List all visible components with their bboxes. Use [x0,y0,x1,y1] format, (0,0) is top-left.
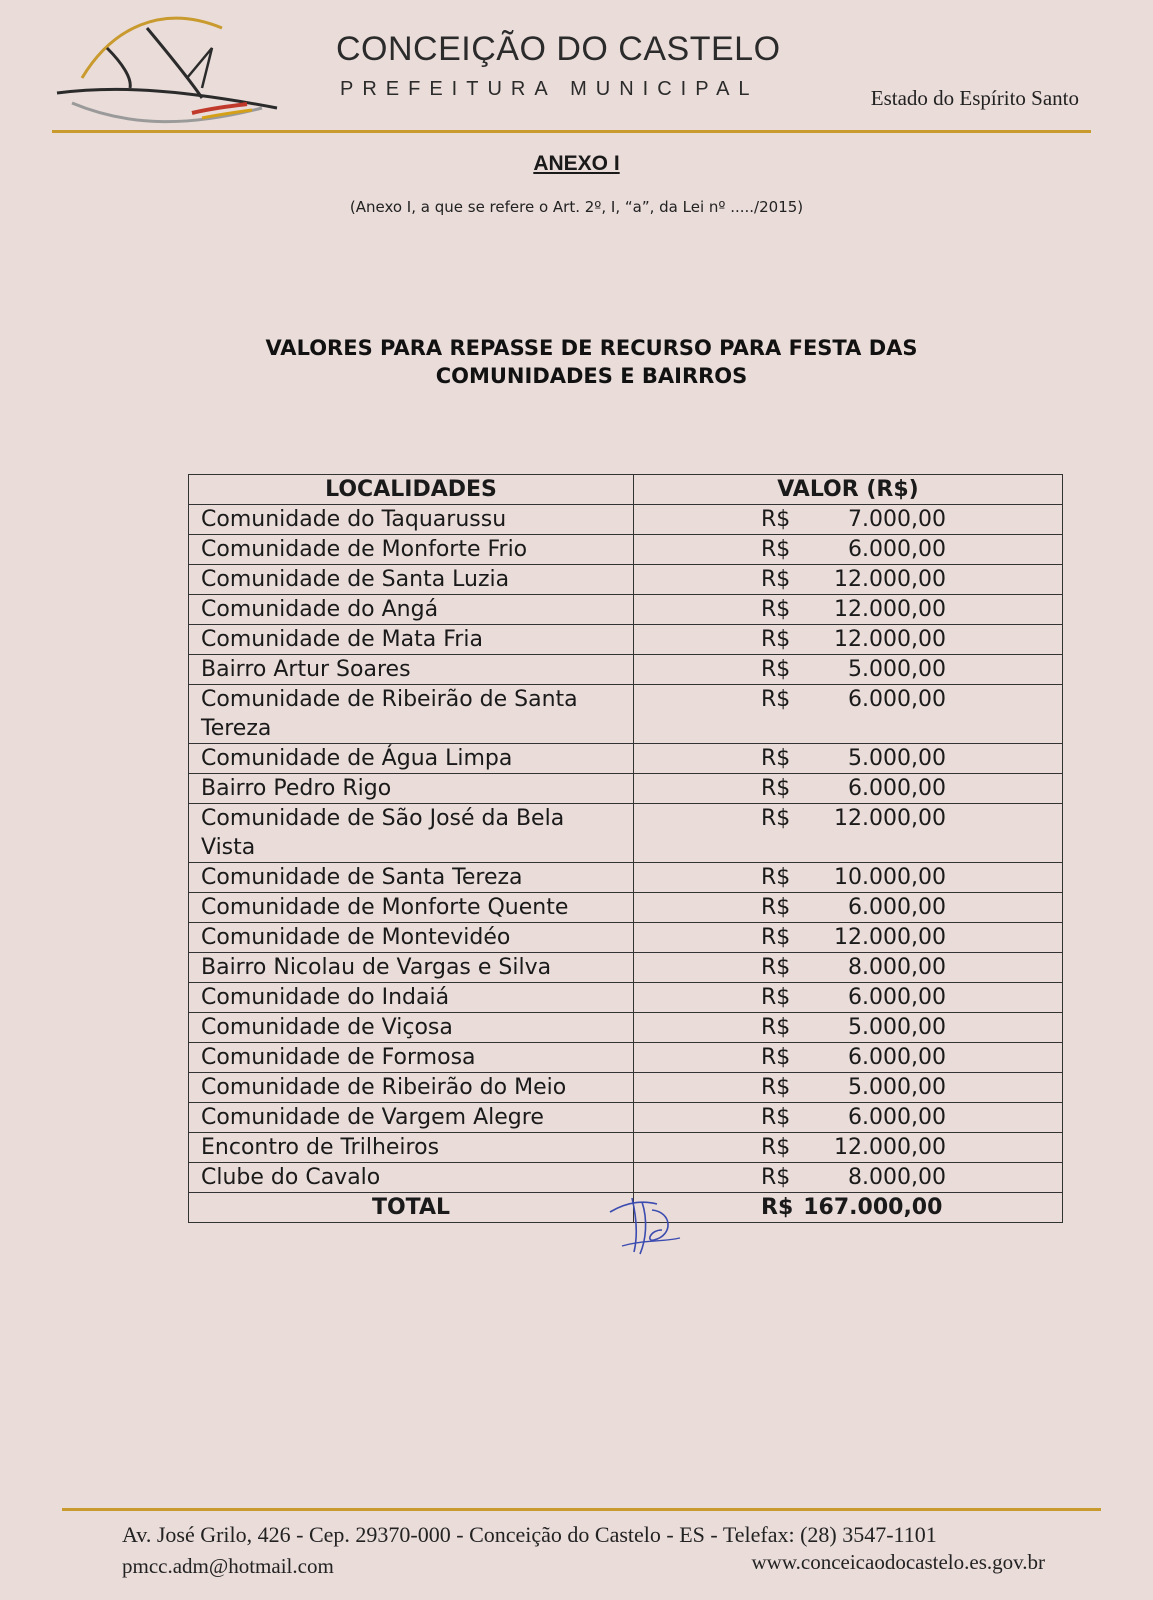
currency-symbol: R$ [761,657,791,682]
table-row [189,923,1063,953]
locality-cell: Encontro de Trilheiros [189,1133,634,1163]
locality-cell: Bairro Artur Soares [189,655,634,685]
value-cell [634,863,1063,893]
currency-symbol: R$ [761,955,791,980]
amount: 6.000,00 [848,687,946,712]
value-cell [634,565,1063,595]
footer-rule [62,1508,1101,1511]
amount: 12.000,00 [834,567,946,592]
value-cell [634,595,1063,625]
amount: 6.000,00 [848,537,946,562]
value-cell [634,1073,1063,1103]
table-row [189,685,1063,744]
table-row [189,595,1063,625]
total-value-cell [634,1193,1063,1223]
amount: 12.000,00 [834,597,946,622]
value-cell [634,625,1063,655]
currency-symbol: R$ [761,746,791,771]
org-name: CONCEIÇÃO DO CASTELO [336,30,781,68]
amount: 6.000,00 [848,1045,946,1070]
value-cell [634,1043,1063,1073]
amount: 5.000,00 [848,657,946,682]
locality-cell: Comunidade do Angá [189,595,634,625]
value-cell [634,953,1063,983]
table-row [189,565,1063,595]
total-currency: R$ [761,1195,794,1220]
value-cell [634,1163,1063,1193]
amount: 12.000,00 [834,627,946,652]
locality-cell: Comunidade de Água Limpa [189,744,634,774]
locality-cell: Comunidade de São José da Bela Vista [189,804,634,863]
amount: 6.000,00 [848,985,946,1010]
currency-symbol: R$ [761,1015,791,1040]
currency-symbol: R$ [761,597,791,622]
locality-cell: Comunidade de Vargem Alegre [189,1103,634,1133]
locality-cell: Comunidade de Mata Fria [189,625,634,655]
currency-symbol: R$ [761,507,791,532]
currency-symbol: R$ [761,1045,791,1070]
values-table [188,474,1063,1223]
value-cell [634,893,1063,923]
footer-email: pmcc.adm@hotmail.com [122,1554,334,1578]
table-row [189,983,1063,1013]
table-row [189,1043,1063,1073]
law-reference: (Anexo I, a que se refere o Art. 2º, I, “a”, da Lei nº ...../2015) [349,198,804,216]
currency-symbol: R$ [761,1165,791,1190]
table-row [189,863,1063,893]
footer-website: www.conceicaodocastelo.es.gov.br [751,1550,1045,1574]
amount: 5.000,00 [848,1015,946,1040]
state-name: Estado do Espírito Santo [870,86,1079,110]
locality-cell: Comunidade do Taquarussu [189,505,634,535]
header-valor: VALOR (R$) [634,475,1063,505]
value-cell [634,535,1063,565]
value-cell [634,744,1063,774]
amount: 12.000,00 [834,1135,946,1160]
currency-symbol: R$ [761,567,791,592]
locality-cell: Comunidade do Indaiá [189,983,634,1013]
value-cell [634,923,1063,953]
table-row [189,655,1063,685]
table-row [189,625,1063,655]
amount: 8.000,00 [848,1165,946,1190]
table-row [189,804,1063,863]
handwritten-signature [602,1190,692,1260]
value-cell [634,1013,1063,1043]
value-cell [634,774,1063,804]
table-row [189,1133,1063,1163]
table-row [189,893,1063,923]
amount: 5.000,00 [848,1075,946,1100]
currency-symbol: R$ [761,925,791,950]
currency-symbol: R$ [761,627,791,652]
amount: 12.000,00 [834,925,946,950]
document-title-line2: COMUNIDADES E BAIRROS [435,364,748,388]
amount: 6.000,00 [848,776,946,801]
footer-address: Av. José Grilo, 426 - Cep. 29370-000 - Conceição do Castelo - ES - Telefax: (28) 3547-1101 [122,1522,937,1547]
table-row [189,505,1063,535]
value-cell [634,1133,1063,1163]
value-cell [634,655,1063,685]
value-cell [634,983,1063,1013]
locality-cell: Comunidade de Montevidéo [189,923,634,953]
locality-cell: Comunidade de Formosa [189,1043,634,1073]
currency-symbol: R$ [761,1135,791,1160]
header-rule [52,130,1091,133]
table-row [189,1013,1063,1043]
total-value: 167.000,00 [803,1195,943,1220]
total-label: TOTAL [189,1193,634,1223]
amount: 7.000,00 [848,507,946,532]
currency-symbol: R$ [761,776,791,801]
value-cell [634,505,1063,535]
currency-symbol: R$ [761,806,791,831]
org-subtitle: PREFEITURA MUNICIPAL [340,78,759,100]
table-row [189,744,1063,774]
locality-cell: Comunidade de Viçosa [189,1013,634,1043]
table-header-row [189,475,1063,505]
annex-title: ANEXO I [533,152,620,175]
amount: 5.000,00 [848,746,946,771]
locality-cell: Comunidade de Ribeirão de Santa Tereza [189,685,634,744]
currency-symbol: R$ [761,687,791,712]
amount: 12.000,00 [834,806,946,831]
value-cell [634,685,1063,744]
value-cell [634,804,1063,863]
amount: 8.000,00 [848,955,946,980]
table-row [189,953,1063,983]
currency-symbol: R$ [761,1105,791,1130]
table-row [189,774,1063,804]
currency-symbol: R$ [761,985,791,1010]
table-row [189,1163,1063,1193]
amount: 6.000,00 [848,1105,946,1130]
currency-symbol: R$ [761,1075,791,1100]
locality-cell: Comunidade de Santa Luzia [189,565,634,595]
document-title-line1: VALORES PARA REPASSE DE RECURSO PARA FESTA DAS [265,336,918,360]
locality-cell: Bairro Nicolau de Vargas e Silva [189,953,634,983]
locality-cell: Comunidade de Ribeirão do Meio [189,1073,634,1103]
amount: 6.000,00 [848,895,946,920]
locality-cell: Comunidade de Monforte Quente [189,893,634,923]
locality-cell: Comunidade de Monforte Frio [189,535,634,565]
currency-symbol: R$ [761,537,791,562]
municipal-logo [52,8,282,134]
locality-cell: Comunidade de Santa Tereza [189,863,634,893]
locality-cell: Clube do Cavalo [189,1163,634,1193]
amount: 10.000,00 [834,865,946,890]
header-localidades: LOCALIDADES [189,475,634,505]
table-row [189,1103,1063,1133]
value-cell [634,1103,1063,1133]
locality-cell: Bairro Pedro Rigo [189,774,634,804]
table-row [189,1073,1063,1103]
document-title [180,334,1003,390]
table-row [189,535,1063,565]
currency-symbol: R$ [761,895,791,920]
currency-symbol: R$ [761,865,791,890]
